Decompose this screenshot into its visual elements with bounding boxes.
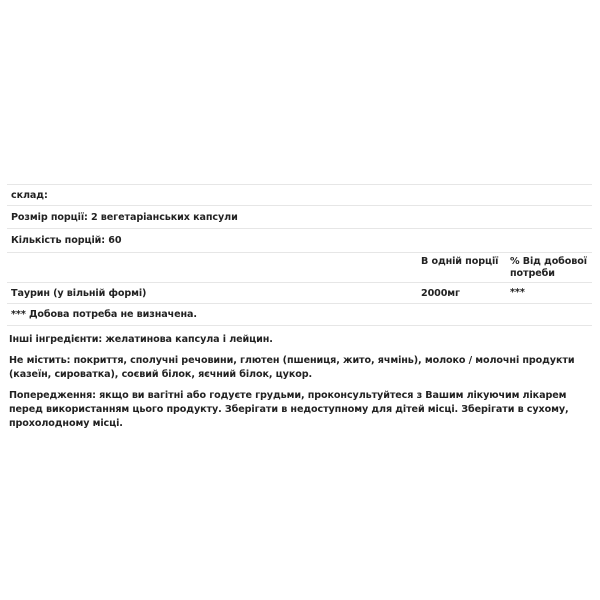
- header-amount-per-serving: В одній порції: [421, 256, 499, 267]
- ingredient-amount: 2000мг: [421, 287, 460, 299]
- composition-heading-row: [7, 184, 592, 205]
- servings-count-row: [7, 228, 592, 252]
- supplement-facts-panel: [7, 184, 592, 326]
- ingredient-name: Таурин (у вільній формі): [11, 287, 147, 299]
- other-ingredients-text: Інші інгредієнти: желатинова капсула і лейцин.: [9, 334, 273, 345]
- warning-text: Попередження: якщо ви вагітні або годуєте грудьми, проконсультуйтеся з Вашим лікуючим лікарем перед використанням цього продукту. Зберігати в недоступному для дітей місці. Зберігати в сухому, прохолодному місці.: [9, 390, 569, 429]
- ingredient-daily-value: ***: [510, 287, 525, 298]
- servings-count: Кількість порцій: 60: [11, 235, 122, 246]
- composition-heading: склад:: [11, 189, 48, 201]
- free-of-text: Не містить: покриття, сполучні речовини, глютен (пшениця, жито, ячмінь), молоко / молочні продукти (казеїн, сироватка), соєвий білок, яєчний білок, цукор.: [9, 355, 575, 380]
- footnote-row: [7, 303, 592, 326]
- daily-value-footnote: *** Добова потреба не визначена.: [11, 309, 197, 320]
- table-header-row: [7, 252, 592, 282]
- header-daily-value-line2: потреби: [510, 268, 555, 279]
- table-row: [7, 282, 592, 303]
- serving-size: Розмір порції: 2 вегетаріанських капсули: [11, 211, 238, 223]
- serving-size-row: [7, 205, 592, 228]
- header-daily-value: [510, 256, 592, 280]
- header-daily-value-line1: % Від добової: [510, 256, 587, 267]
